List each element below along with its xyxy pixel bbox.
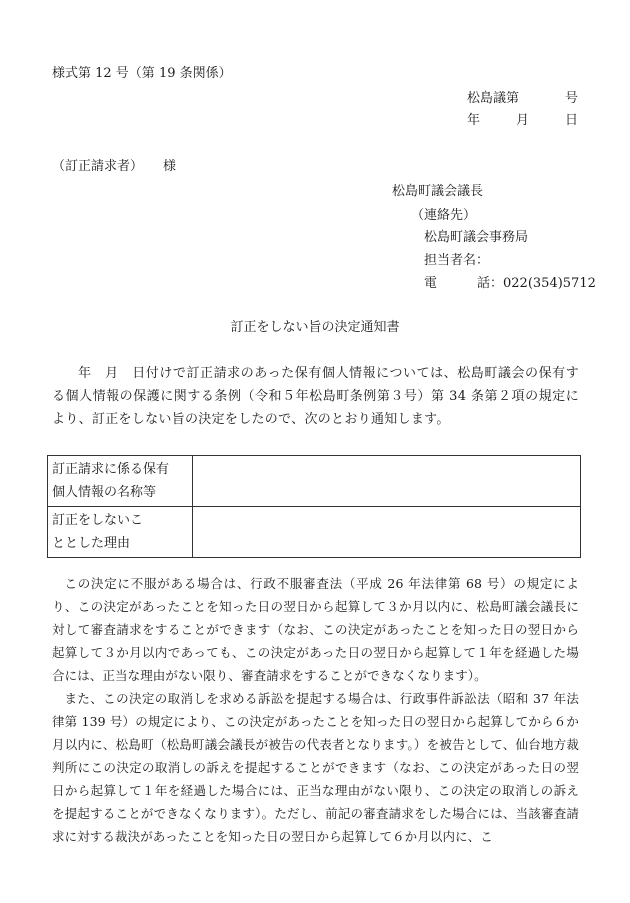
table-row-value xyxy=(193,507,581,558)
table-row-label xyxy=(48,456,193,507)
contact-label: （連絡先） xyxy=(411,208,477,223)
date-day: 日 xyxy=(564,113,578,128)
table-label-line: 訂正請求に係る保有 xyxy=(52,462,170,477)
document-number xyxy=(467,92,578,105)
intro-paragraph: 年 月 日付けで訂正請求のあった保有個人情報については、松島町議会の保有する個人情報の保護に関する条例（令和５年松島町条例第３号）第 34 条第２項の規定により、訂正をしない旨の決定をしたので、次のとおり通知します。 xyxy=(52,366,579,427)
table-label-line: 個人情報の名称等 xyxy=(52,485,157,500)
info-table xyxy=(47,455,581,558)
table-row-value xyxy=(193,456,581,507)
table-row-label xyxy=(48,507,193,558)
contact-office: 松島町議会事務局 xyxy=(424,230,529,245)
notes-section xyxy=(52,572,579,848)
notes-paragraph-lawsuit: また、この決定の取消しを求める訴訟を提起する場合は、行政事件訴訟法（昭和 37 年法律第 139 号）の規定により、この決定があったことを知った日の翌日から起算してから６か月以内に、松島町（松島町議会議長が被告の代表者となります。）を被告として、仙台地方裁判所にこの決定の取消しの訴えを提起することができます（なお、この決定があった日の翌日から起算して１年を経過した場合には、正当な理由がない限り、この決定の取消しの訴えを提起することができなくなります）。ただし、前記の審査請求をした場合には、当該審査請求に対する裁決があったことを知った日の翌日から起算して６か月以内に、こ xyxy=(52,691,579,844)
form-label: 様式第 12 号（第 19 条関係） xyxy=(52,66,232,81)
notes-paragraph-appeal: この決定に不服がある場合は、行政不服審査法（平成 26 年法律第 68 号）の規定により、この決定があったことを知った日の翌日から起算して３か月以内に、松島町議会議長に対して審査請求をすることができます（なお、この決定があったことを知った日の翌日から起算して３か月以内であっても、この決定があった日の翌日から起算して１年を経過した場合には、正当な理由がない限り、審査請求をすることができなくなります）。 xyxy=(52,576,579,683)
document-number-suffix: 号 xyxy=(564,91,578,106)
document-date xyxy=(467,114,578,127)
phone-label-2: 話：022(354)5712 xyxy=(477,276,596,291)
addressee-name: （訂正請求者） xyxy=(52,159,144,174)
table-row xyxy=(48,456,581,507)
contact-person: 担当者名： xyxy=(424,253,490,268)
table-label-line: 訂正をしないこ xyxy=(52,513,144,528)
contact-phone xyxy=(424,277,596,290)
sender-title: 松島町議会議長 xyxy=(392,184,484,199)
document-title: 訂正をしない旨の決定通知書 xyxy=(230,320,400,335)
table-row xyxy=(48,507,581,558)
date-year: 年 xyxy=(466,113,480,128)
addressee-honorific: 様 xyxy=(163,159,177,174)
table-label-line: ととした理由 xyxy=(52,536,131,551)
phone-label-1: 電 xyxy=(424,276,438,291)
addressee xyxy=(52,160,176,173)
date-month: 月 xyxy=(515,113,529,128)
document-number-prefix: 松島議第 xyxy=(466,91,519,106)
